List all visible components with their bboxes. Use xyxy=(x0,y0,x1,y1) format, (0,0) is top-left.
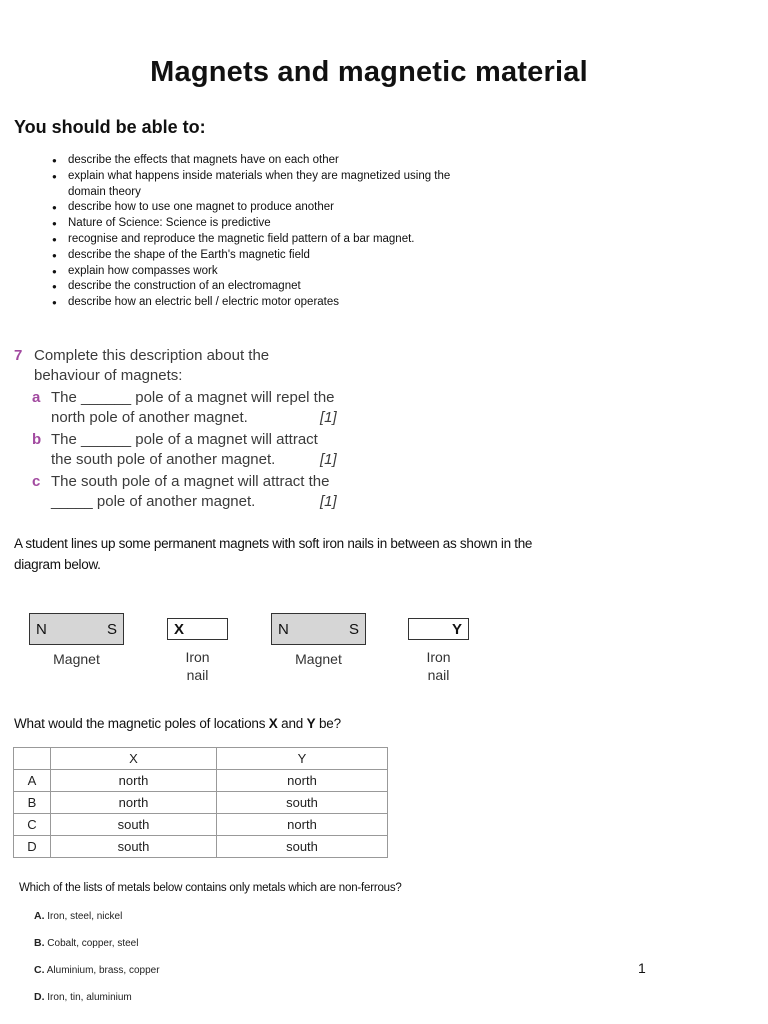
option-letter: D xyxy=(14,836,51,858)
north-pole-label: N xyxy=(278,620,289,638)
question-y: Y xyxy=(306,716,316,731)
iron-nail xyxy=(408,618,469,640)
part-letter: a xyxy=(32,389,41,406)
question-number: 7 xyxy=(14,347,23,364)
objective-item: ● explain what happens inside materials when they are magnetized using the domain theory xyxy=(52,169,482,201)
bar-magnet xyxy=(29,613,124,645)
question-text: and xyxy=(277,716,307,731)
choice-letter: C. xyxy=(34,964,45,976)
choice-text: Cobalt, copper, steel xyxy=(47,938,139,949)
north-pole-label: N xyxy=(36,620,47,638)
choice-text: Iron, steel, nickel xyxy=(47,911,123,922)
iron-nail xyxy=(167,618,228,640)
magnet-label: Magnet xyxy=(53,651,100,667)
part-mark: [1] xyxy=(320,493,337,510)
part-mark: [1] xyxy=(320,409,337,426)
page-number: 1 xyxy=(638,960,646,976)
part-text: The south pole of a magnet will attract the _____ pole of another magnet. xyxy=(51,473,330,510)
part-text: The ______ pole of a magnet will repel the north pole of another magnet. xyxy=(51,389,335,426)
south-pole-label: S xyxy=(348,620,359,638)
choice-letter: D. xyxy=(34,991,45,1003)
header-cell: X xyxy=(51,748,217,770)
table-cell: north xyxy=(51,770,217,792)
question-text: be? xyxy=(315,716,341,731)
table-row xyxy=(14,836,388,858)
question-x: X xyxy=(268,716,278,731)
non-ferrous-question: Which of the lists of metals below contains only metals which are non-ferrous? xyxy=(19,882,402,894)
option-letter: B xyxy=(14,792,51,814)
answer-choice-c xyxy=(34,964,160,976)
page-title: Magnets and magnetic material xyxy=(150,56,588,88)
options-table xyxy=(13,747,388,858)
objective-item: ● recognise and reproduce the magnetic field pattern of a bar magnet. xyxy=(52,232,482,248)
answer-choice-b xyxy=(34,937,138,949)
nail-label-line: Iron xyxy=(426,649,451,665)
option-letter: A xyxy=(14,770,51,792)
header-cell xyxy=(14,748,51,770)
part-letter: c xyxy=(32,473,41,490)
objectives-list xyxy=(52,153,482,311)
table-cell: north xyxy=(217,770,388,792)
table-cell: south xyxy=(51,814,217,836)
table-row xyxy=(14,814,388,836)
objective-item: ● describe the shape of the Earth's magnetic field xyxy=(52,248,482,264)
part-text: The ______ pole of a magnet will attract the south pole of another magnet. xyxy=(51,431,318,468)
south-pole-label: S xyxy=(106,620,117,638)
choice-letter: A. xyxy=(34,910,45,922)
part-letter: b xyxy=(32,431,42,448)
nail-label-line: nail xyxy=(427,667,450,683)
part-mark: [1] xyxy=(320,451,337,468)
table-cell: north xyxy=(217,814,388,836)
poles-question xyxy=(14,716,341,731)
header-cell: Y xyxy=(217,748,388,770)
objective-item: ● Nature of Science: Science is predictive xyxy=(52,216,482,232)
objective-item: ● describe how an electric bell / electric motor operates xyxy=(52,295,482,311)
objectives-heading: You should be able to: xyxy=(14,117,206,137)
table-header-row xyxy=(14,748,388,770)
nail-label xyxy=(408,648,469,684)
table-row xyxy=(14,792,388,814)
objective-item: ● explain how compasses work xyxy=(52,264,482,280)
magnet-label: Magnet xyxy=(295,651,342,667)
table-cell: south xyxy=(217,792,388,814)
objective-item: ● describe the effects that magnets have on each other xyxy=(52,153,482,169)
answer-choice-d xyxy=(34,991,132,1003)
objective-item: ● describe how to use one magnet to produce another xyxy=(52,200,482,216)
choice-text: Aluminium, brass, copper xyxy=(46,965,160,976)
option-letter: C xyxy=(14,814,51,836)
location-x-marker: X xyxy=(174,620,185,638)
question-text: What would the magnetic poles of locations xyxy=(14,716,269,731)
nail-label xyxy=(167,648,228,684)
table-cell: north xyxy=(51,792,217,814)
table-row xyxy=(14,770,388,792)
nail-label-line: nail xyxy=(186,667,209,683)
question-stem: Complete this description about the behaviour of magnets: xyxy=(34,347,270,384)
location-y-marker: Y xyxy=(451,620,462,638)
table-cell: south xyxy=(217,836,388,858)
choice-text: Iron, tin, aluminium xyxy=(47,992,132,1003)
choice-letter: B. xyxy=(34,937,45,949)
table-cell: south xyxy=(51,836,217,858)
nail-label-line: Iron xyxy=(185,649,210,665)
answer-choice-a xyxy=(34,910,122,922)
bar-magnet xyxy=(271,613,366,645)
objective-item: ● describe the construction of an electromagnet xyxy=(52,279,482,295)
diagram-intro: A student lines up some permanent magnets with soft iron nails in between as shown in the diagram below. xyxy=(14,536,533,572)
